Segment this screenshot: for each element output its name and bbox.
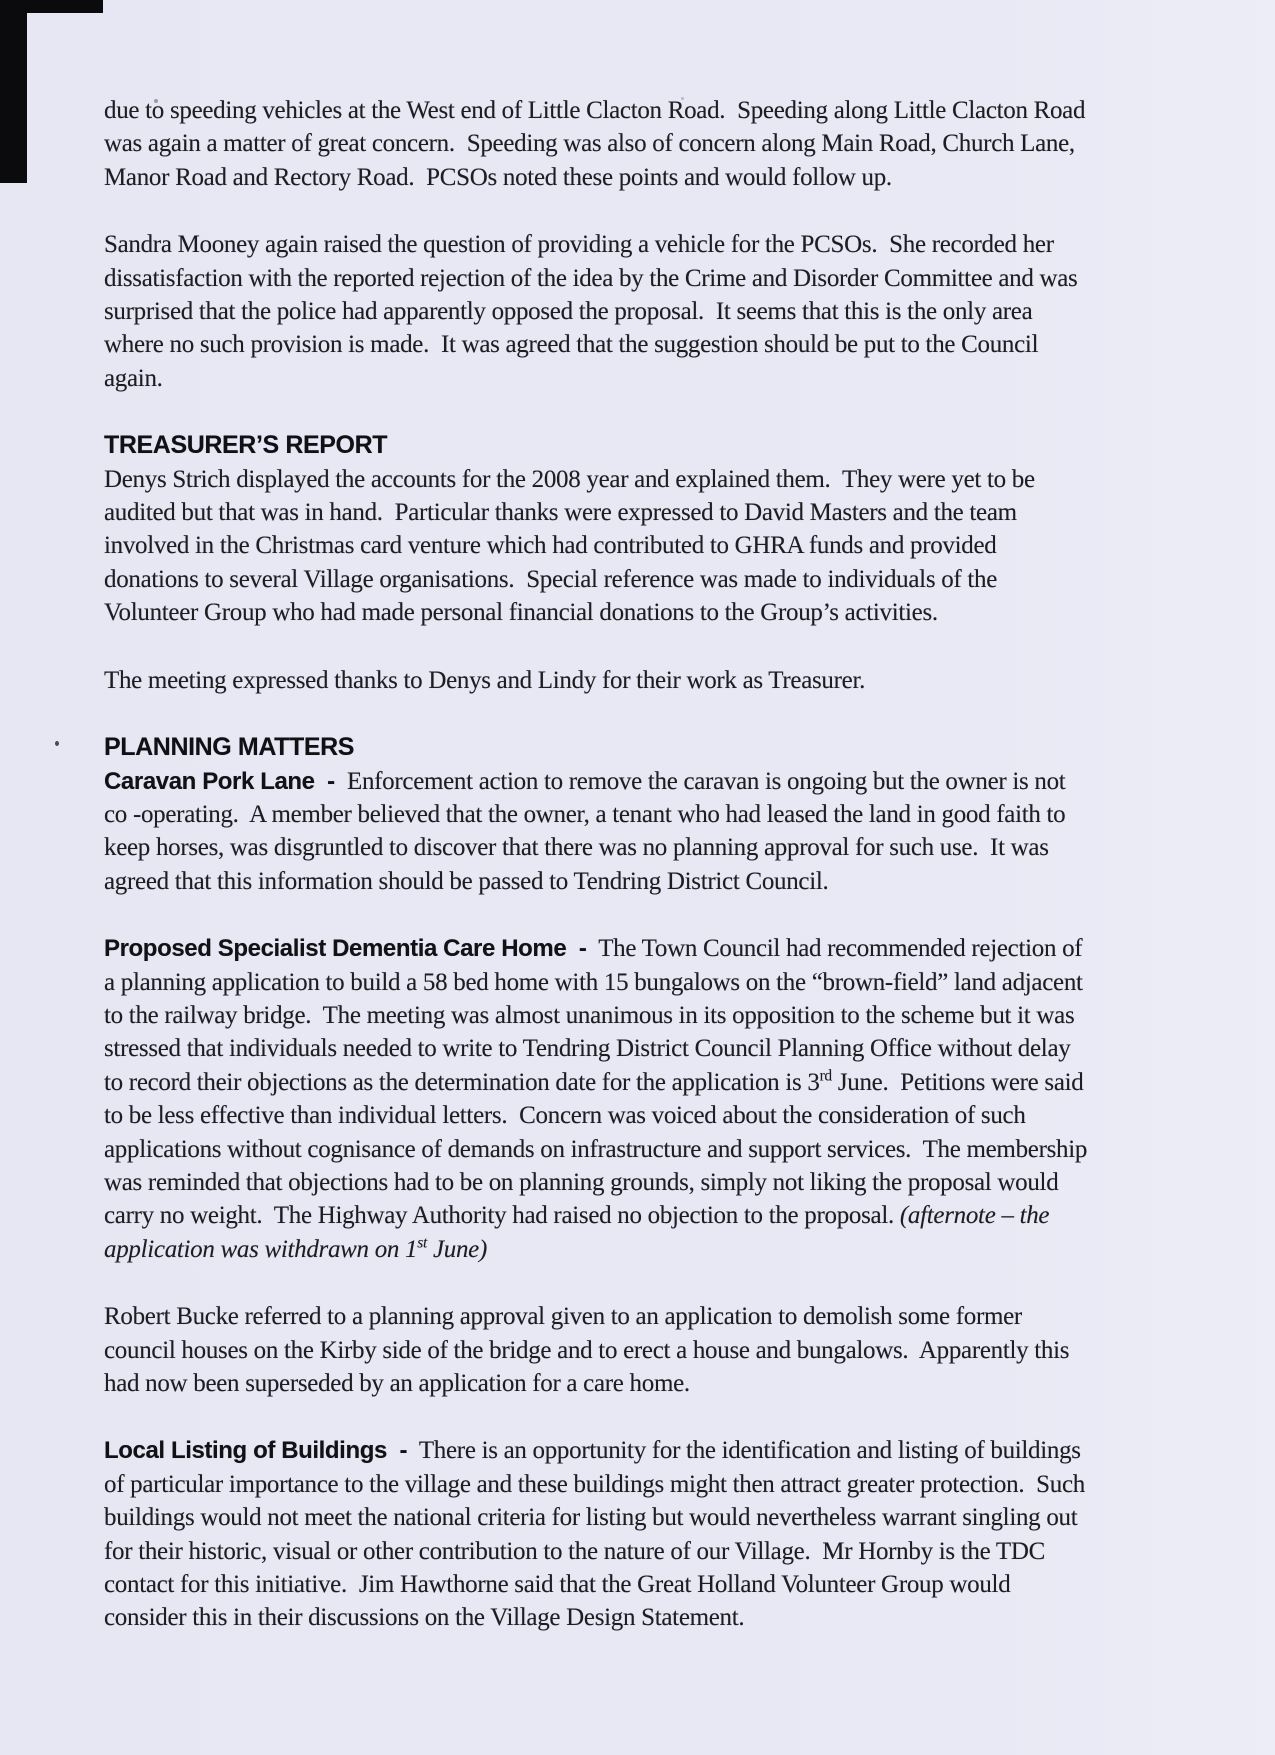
paragraph: [104, 463, 1088, 630]
paragraph-lead-label: Caravan Pork Lane -: [104, 767, 342, 795]
text-segment: The meeting expressed thanks to Denys and Lindy for their work as Treasurer.: [104, 666, 866, 694]
text-segment: st: [417, 1234, 428, 1252]
paragraph: [104, 228, 1088, 395]
scan-speck: [55, 741, 59, 746]
text-segment: rd: [819, 1067, 832, 1085]
paragraph: [104, 1434, 1091, 1634]
document-body: [104, 94, 1094, 1669]
text-segment: Sandra Mooney again raised the question of providing a vehicle for the PCSOs. She recorded her dissatisfaction with the reported rejection of the idea by the Crime and Disorder Committee and was surprised that the police had apparently opposed the proposal. It seems that this is the only area where no such provision is made. It was agreed that the suggestion should be put to the Council again.: [104, 231, 1084, 392]
paragraph-lead-label: Proposed Specialist Dementia Care Home -: [104, 935, 593, 963]
text-segment: There is an opportunity for the identification and listing of buildings of particular importance to the village and these buildings might then attract greater protection. Such buildings would not meet the national criteria for listing but would nevertheless warrant singling out for their historic, visual or other contribution to the nature of our Village. Mr Hornby is the TDC contact for this initiative. Jim Hawthorne said that the Great Holland Volunteer Group would consider this in their discussions on the Village Design Statement.: [104, 1437, 1091, 1632]
text-segment: (afternote – the application was withdrawn on 1: [104, 1202, 1056, 1263]
paragraph: [104, 765, 1088, 899]
paragraph-lead-label: Local Listing of Buildings -: [104, 1437, 414, 1465]
text-segment: The Town Council had recommended rejection of a planning application to build a 58 bed home with 15 bungalows on the “brown-field” land adjacent to the railway bridge. The meeting was almost unanimous in its opposition to the scheme but it was stressed that individuals needed to write to Tendring District Council Planning Office without delay to record their objections as the determination date for the application is 3: [104, 935, 1089, 1096]
text-segment: June): [427, 1235, 487, 1263]
scan-corner-artifact: [0, 0, 103, 13]
section-heading: TREASURER’S REPORT: [104, 431, 388, 460]
scan-corner-artifact: [0, 0, 27, 183]
text-segment: Enforcement action to remove the caravan is ongoing but the owner is not co -operating. A member believed that the owner, a tenant who had leased the land in good faith to keep horses, was disgruntled to discover that there was no planning approval for such use. It was agreed that this information should be passed to Tendring District Council.: [104, 767, 1072, 895]
section-heading: PLANNING MATTERS: [104, 733, 355, 762]
text-segment: due to speeding vehicles at the West end of Little Clacton Road. Speeding along Little Clacton Road was again a matter of great concern. Speeding was also of concern along Main Road, Church Lane, Manor Road and Rectory Road. PCSOs noted these points and would follow up.: [104, 97, 1092, 191]
paragraph: [104, 94, 1092, 194]
text-segment: June. Petitions were said to be less effective than individual letters. Concern was voiced about the consideration of such applications without cognisance of demands on infrastructure and support services. The membership was reminded that objections had to be on planning grounds, simply not liking the proposal would carry no weight. The Highway Authority had raised no objection to the proposal.: [104, 1068, 1094, 1230]
paragraph: [104, 932, 1094, 1266]
paragraph: [104, 664, 1088, 697]
paragraph: [104, 1300, 1088, 1400]
text-segment: Robert Bucke referred to a planning approval given to an application to demolish some former council houses on the Kirby side of the bridge and to erect a house and bungalows. Apparently this had now been superseded by an application for a care home.: [104, 1303, 1076, 1397]
text-segment: Denys Strich displayed the accounts for the 2008 year and explained them. They were yet to be audited but that was in hand. Particular thanks were expressed to David Masters and the team involved in the Christmas card venture which had contributed to GHRA funds and provided donations to several Village organisations. Special reference was made to individuals of the Volunteer Group who had made personal financial donations to the Group’s activities.: [104, 465, 1041, 627]
